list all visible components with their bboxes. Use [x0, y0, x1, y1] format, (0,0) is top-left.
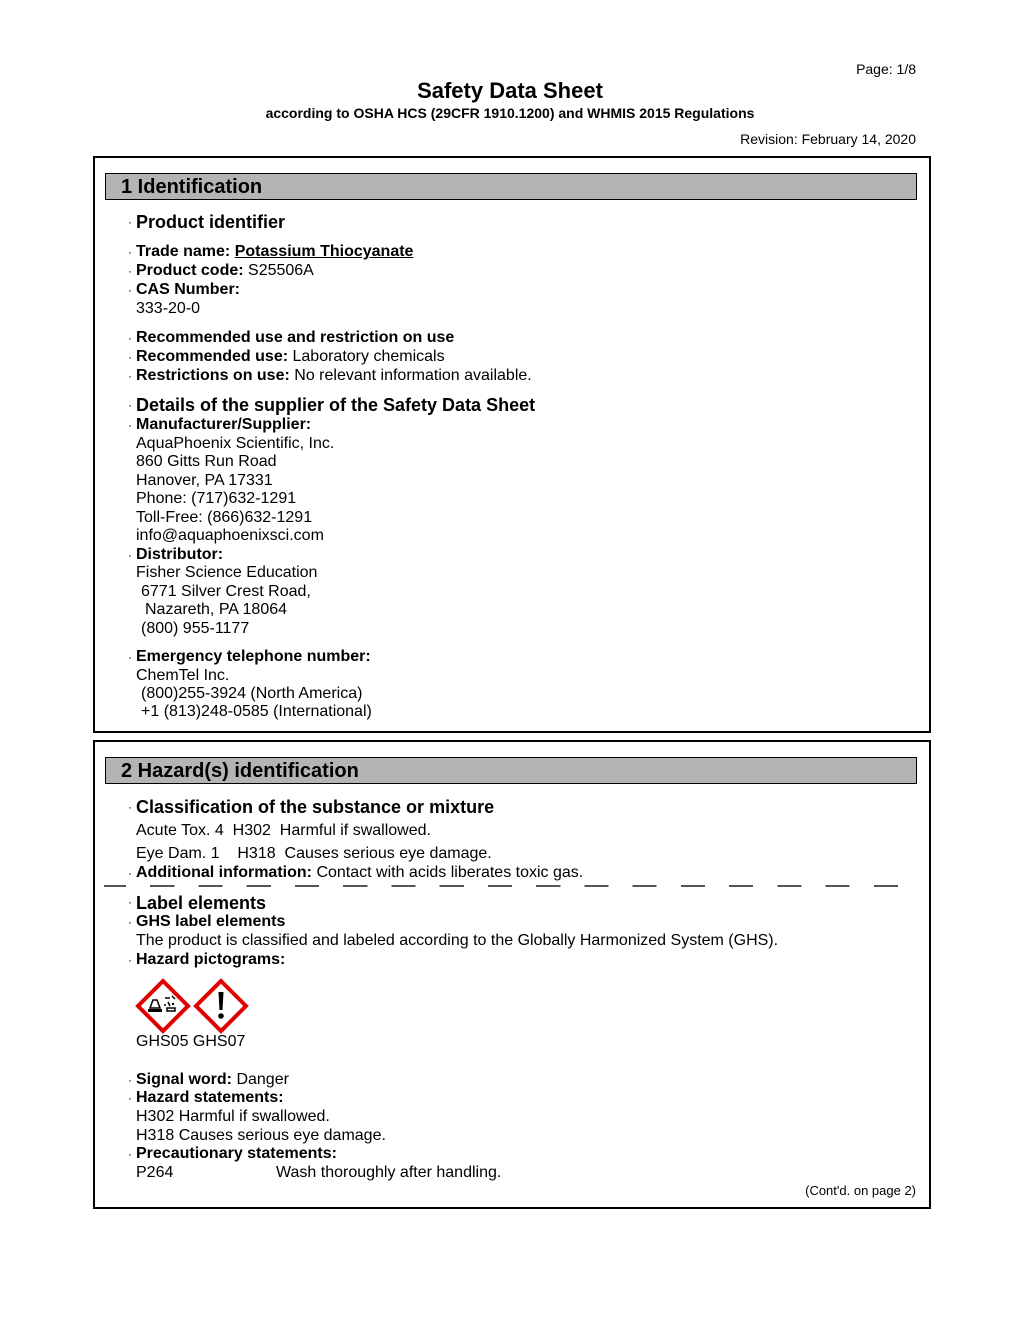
manufacturer-line: Toll-Free: (866)632-1291 — [136, 509, 313, 526]
bullet-mark: · — [128, 915, 132, 929]
manufacturer-line: Hanover, PA 17331 — [136, 472, 273, 489]
classification-row — [136, 845, 492, 863]
bullet-mark: · — [128, 264, 132, 278]
section-2-title: 2 Hazard(s) identification — [121, 760, 359, 782]
product-code-label: Product code: — [136, 262, 244, 279]
restrictions-label: Restrictions on use: — [136, 367, 290, 384]
supplier-heading: Details of the supplier of the Safety Data Sheet — [136, 395, 536, 415]
classification-row — [136, 822, 431, 840]
trade-name-label: Trade name: — [136, 243, 231, 260]
document-subtitle: according to OSHA HCS (29CFR 1910.1200) and WHMIS 2015 Regulations — [265, 105, 755, 121]
bullet-mark: · — [128, 1147, 132, 1161]
ghs-text: The product is classified and labeled according to the Globally Harmonized System (GHS). — [136, 932, 779, 949]
classification-category: Eye Dam. 1 — [136, 845, 220, 862]
bullet-mark: · — [128, 1091, 132, 1105]
distributor-line: Nazareth, PA 18064 — [145, 601, 288, 618]
bullet-mark: · — [128, 369, 132, 383]
emergency-line: (800)255-3924 (North America) — [141, 685, 363, 702]
precautionary-text: Wash thoroughly after handling. — [276, 1164, 502, 1181]
document-title: Safety Data Sheet — [417, 78, 603, 103]
pictograms-label: Hazard pictograms: — [136, 951, 286, 968]
additional-information-value: Contact with acids liberates toxic gas. — [316, 864, 584, 881]
precautionary-label: Precautionary statements: — [136, 1145, 337, 1162]
trade-name-value: Potassium Thiocyanate — [234, 243, 414, 260]
hazard-statements-label: Hazard statements: — [136, 1089, 284, 1106]
product-identifier-heading: Product identifier — [136, 212, 286, 232]
signal-word-label: Signal word: — [136, 1071, 232, 1088]
manufacturer-line: 860 Gitts Run Road — [136, 453, 277, 470]
additional-information-label: Additional information: — [136, 864, 312, 881]
ghs-label-heading: GHS label elements — [136, 913, 286, 930]
manufacturer-label: Manufacturer/Supplier: — [136, 416, 312, 433]
classification-code: H302 — [232, 822, 271, 839]
section-1-header — [105, 173, 917, 200]
label-elements-heading: Label elements — [136, 893, 267, 913]
classification-heading: Classification of the substance or mixture — [136, 797, 495, 817]
bullet-mark: · — [128, 895, 132, 909]
signal-word-value: Danger — [236, 1071, 289, 1088]
recommended-use-label: Recommended use: — [136, 348, 289, 365]
hazard-statement: H318 Causes serious eye damage. — [136, 1127, 386, 1144]
classification-text: Causes serious eye damage. — [284, 845, 492, 862]
recommended-use — [136, 348, 445, 366]
precautionary-code: P264 — [136, 1164, 174, 1181]
bullet-mark: · — [128, 331, 132, 345]
cas-value: 333-20-0 — [136, 300, 201, 317]
exclamation-mark-icon — [193, 978, 249, 1034]
emergency-line: ChemTel Inc. — [136, 667, 230, 684]
emergency-label: Emergency telephone number: — [136, 648, 371, 665]
bullet-mark: · — [128, 953, 132, 967]
manufacturer-line: AquaPhoenix Scientific, Inc. — [136, 435, 335, 452]
additional-information — [136, 864, 583, 882]
revision-date: Revision: February 14, 2020 — [740, 131, 916, 147]
hazard-statement: H302 Harmful if swallowed. — [136, 1108, 330, 1125]
cas-label: CAS Number: — [136, 281, 241, 298]
manufacturer-email: info@aquaphoenixsci.com — [136, 527, 324, 544]
corrosion-icon — [135, 978, 191, 1034]
bullet-mark: · — [128, 1073, 132, 1087]
distributor-label: Distributor: — [136, 546, 224, 563]
distributor-line: Fisher Science Education — [136, 564, 318, 581]
product-code — [136, 262, 314, 280]
bullet-mark: · — [128, 800, 132, 814]
dashed-separator — [104, 885, 914, 887]
page-number: Page: 1/8 — [856, 61, 916, 77]
bullet-mark: · — [128, 350, 132, 364]
bullet-mark: · — [128, 418, 132, 432]
bullet-mark: · — [128, 215, 132, 229]
restrictions — [136, 367, 532, 385]
classification-text: Harmful if swallowed. — [279, 822, 431, 839]
distributor-line: (800) 955-1177 — [141, 620, 250, 637]
trade-name — [136, 243, 413, 261]
signal-word — [136, 1071, 289, 1089]
bullet-mark: · — [128, 245, 132, 259]
continued-note: (Cont'd. on page 2) — [805, 1183, 916, 1198]
recommended-use-heading: Recommended use and restriction on use — [136, 329, 455, 346]
distributor-line: 6771 Silver Crest Road, — [141, 583, 311, 600]
emergency-line: +1 (813)248-0585 (International) — [141, 703, 372, 720]
restrictions-value: No relevant information available. — [294, 367, 532, 384]
pictogram-codes: GHS05 GHS07 — [136, 1033, 246, 1050]
bullet-mark: · — [128, 398, 132, 412]
classification-category: Acute Tox. 4 — [136, 822, 224, 839]
recommended-use-value: Laboratory chemicals — [292, 348, 445, 365]
bullet-mark: · — [128, 650, 132, 664]
bullet-mark: · — [128, 283, 132, 297]
manufacturer-line: Phone: (717)632-1291 — [136, 490, 297, 507]
product-code-value: S25506A — [248, 262, 314, 279]
classification-code: H318 — [237, 845, 276, 862]
section-2-header — [105, 757, 917, 784]
bullet-mark: · — [128, 548, 132, 562]
section-1-title: 1 Identification — [121, 176, 263, 198]
bullet-mark: · — [128, 866, 132, 880]
